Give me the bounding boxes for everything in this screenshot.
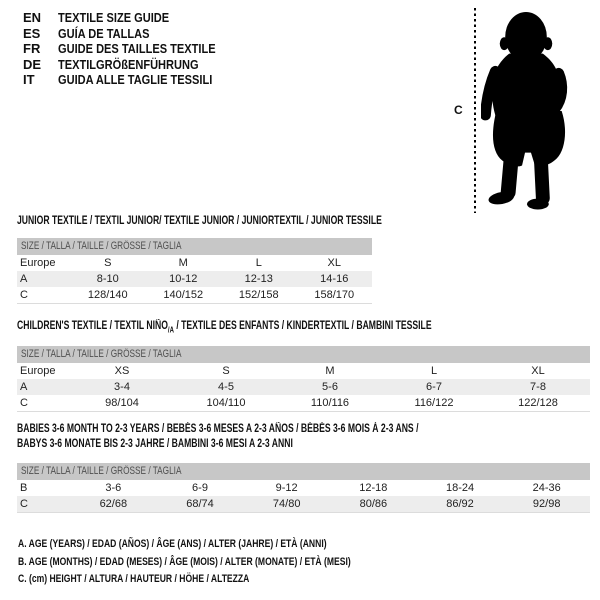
table-cell: 6-9 xyxy=(192,482,208,494)
lang-code: EN xyxy=(23,10,42,25)
row-label: Europe xyxy=(20,257,56,269)
row-label: B xyxy=(20,482,28,494)
table-row xyxy=(17,363,590,379)
table-cell: 86/92 xyxy=(446,498,474,510)
table-cell: 62/68 xyxy=(99,498,128,510)
table-cell: 140/152 xyxy=(163,289,204,301)
table-cell: S xyxy=(222,365,230,377)
size-header-bar: SIZE / TALLA / TAILLE / GRÖSSE / TAGLIA xyxy=(17,238,372,255)
lang-row-es xyxy=(23,26,243,42)
table-cell: 80/86 xyxy=(359,498,388,510)
table-cell: XL xyxy=(327,257,341,269)
junior-size-table xyxy=(17,238,372,304)
row-label: C xyxy=(20,397,28,409)
table-cell: XL xyxy=(531,365,545,377)
table-cell: M xyxy=(325,365,335,377)
table-cell: 104/110 xyxy=(206,397,246,409)
babies-table-title: BABIES 3-6 MONTH TO 2-3 YEARS / BEBÉS 3-6 MESES A 2-3 AÑOS / BÉBÉS 3-6 MOIS À 2-3 ANS / BABYS 3-6 MONATE BIS 2-3 JAHRE / BAMBINI 3-6 MESI A 2-3 ANNI xyxy=(17,423,419,450)
measure-legend xyxy=(18,536,445,589)
table-cell: 3-6 xyxy=(105,482,122,494)
table-cell: 158/170 xyxy=(314,289,355,301)
lang-code: FR xyxy=(23,41,41,57)
lang-code: DE xyxy=(23,56,42,72)
lang-row-en xyxy=(23,10,243,26)
table-cell: 12-18 xyxy=(359,482,388,494)
table-cell: 116/122 xyxy=(414,397,454,409)
height-dotted-line xyxy=(474,8,476,213)
table-cell: 8-10 xyxy=(96,273,119,285)
table-cell: 12-13 xyxy=(244,273,273,285)
lang-row-fr xyxy=(23,41,243,57)
table-cell: 122/128 xyxy=(518,397,558,409)
table-row xyxy=(17,379,590,395)
children-size-table xyxy=(17,346,590,412)
lang-code: IT xyxy=(23,72,35,88)
table-cell: 18-24 xyxy=(445,482,475,494)
legend-line-a: A. AGE (YEARS) / EDAD (AÑOS) / ÂGE (ANS) / ALTER (JAHRE) / ETÀ (ANNI) xyxy=(18,538,327,550)
legend-line-c: C. (cm) HEIGHT / ALTURA / HAUTEUR / HÖHE / ALTEZZA xyxy=(18,573,250,585)
lang-code: ES xyxy=(23,25,41,41)
table-cell: 9-12 xyxy=(275,482,298,494)
children-table-title: CHILDREN'S TEXTILE / TEXTIL $NIÑO_{/A}$ / TEXTILE DES ENFANTS / KINDERTEXTIL / BAMBINI TESSILE xyxy=(17,320,432,335)
height-measure-figure xyxy=(440,0,600,220)
table-cell: 74/80 xyxy=(272,498,301,510)
legend-line-b: B. AGE (MONTHS) / EDAD (MESES) / ÂGE (MOIS) / ALTER (MONATE) / ETÀ (MESI) xyxy=(18,555,351,568)
lang-title: GUÍA DE TALLAS xyxy=(58,25,150,41)
table-cell: 10-12 xyxy=(169,273,198,285)
table-cell: 7-8 xyxy=(530,381,546,393)
table-cell: 24-36 xyxy=(532,482,561,494)
table-cell: 92/98 xyxy=(532,498,561,510)
table-row xyxy=(17,496,590,512)
table-row xyxy=(17,271,372,287)
table-cell: 5-6 xyxy=(322,381,338,393)
size-header-bar: SIZE / TALLA / TAILLE / GRÖSSE / TAGLIA xyxy=(17,463,590,480)
table-cell: M xyxy=(178,257,188,269)
baby-silhouette-icon xyxy=(481,10,573,212)
table-cell: XS xyxy=(114,365,130,377)
table-cell: 98/104 xyxy=(105,397,139,409)
lang-title: GUIDA ALLE TAGLIE TESSILI xyxy=(58,72,213,88)
row-label: C xyxy=(20,289,28,301)
height-measure-label: C xyxy=(454,103,463,117)
table-cell: 152/158 xyxy=(238,289,279,301)
language-title-list xyxy=(23,10,243,88)
table-cell: 14-16 xyxy=(320,273,349,285)
table-row xyxy=(17,395,590,411)
table-row xyxy=(17,480,590,496)
row-label: A xyxy=(20,273,28,285)
subscript-a: /A xyxy=(167,325,174,335)
size-header-bar: SIZE / TALLA / TAILLE / GRÖSSE / TAGLIA xyxy=(17,346,590,363)
table-cell: 110/116 xyxy=(310,397,350,409)
table-cell: 128/140 xyxy=(87,289,128,301)
babies-size-table xyxy=(17,463,590,513)
table-cell: S xyxy=(104,257,112,269)
table-row xyxy=(17,255,372,271)
row-label: A xyxy=(20,381,28,393)
lang-title: GUIDE DES TAILLES TEXTILE xyxy=(58,41,216,57)
lang-title: TEXTILE SIZE GUIDE xyxy=(58,10,170,25)
lang-row-it xyxy=(23,72,243,88)
table-cell: L xyxy=(255,257,262,269)
table-row xyxy=(17,287,372,303)
lang-title: TEXTILGRÖßENFÜHRUNG xyxy=(58,56,199,72)
table-cell: 6-7 xyxy=(426,381,442,393)
row-label: C xyxy=(20,498,28,510)
table-cell: 4-5 xyxy=(218,381,234,393)
table-cell: L xyxy=(430,365,438,377)
table-cell: 68/74 xyxy=(186,498,214,510)
lang-row-de xyxy=(23,57,243,73)
row-label: Europe xyxy=(20,365,56,377)
table-cell: 3-4 xyxy=(114,381,130,393)
junior-table-title: JUNIOR TEXTILE / TEXTIL JUNIOR/ TEXTILE JUNIOR / JUNIORTEXTIL / JUNIOR TESSILE xyxy=(17,215,382,227)
